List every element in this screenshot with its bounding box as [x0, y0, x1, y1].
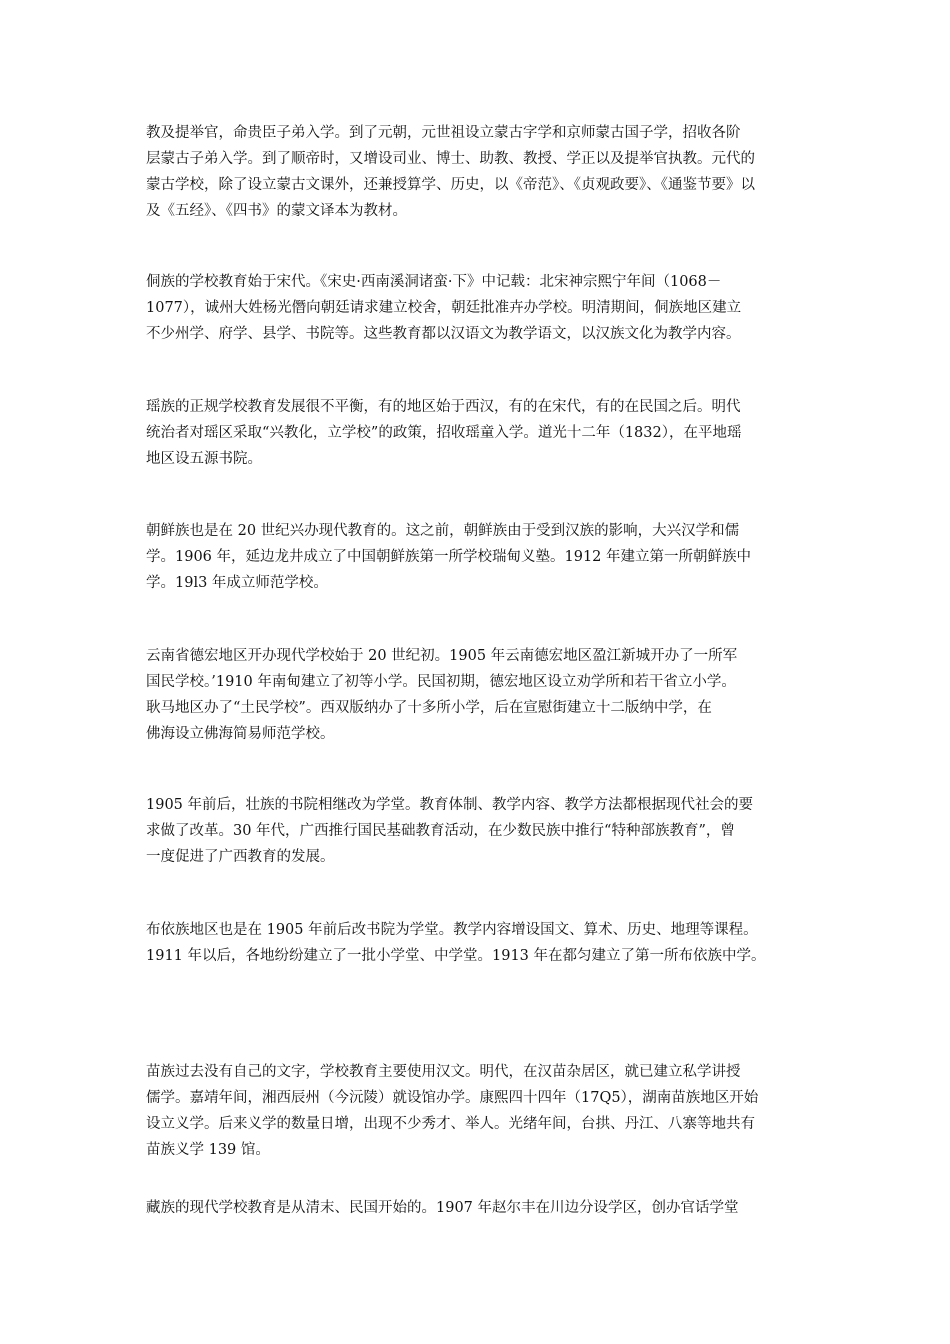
paragraph-bouyei-schools	[146, 917, 822, 969]
text-line: 耿马地区办了“土民学校”。西双版纳办了十多所小学，后在宣慰街建立十二版纳中学，在	[146, 700, 712, 716]
text-line: 侗族的学校教育始于宋代。《宋史·西南溪洞诸蛮·下》中记载：北宋神宗熙宁年间（1068－	[146, 274, 722, 290]
paragraph-dehong-schools	[146, 643, 822, 747]
text-line: 及《五经》、《四书》的蒙文译本为教材。	[146, 203, 407, 219]
text-line: 佛海设立佛海简易师范学校。	[146, 726, 335, 742]
text-line: 苗族义学 139 馆。	[146, 1142, 270, 1158]
text-line: 求做了改革。30 年代，广西推行国民基础教育活动，在少数民族中推行“特种部族教育”，曾	[146, 823, 735, 839]
text-line: 藏族的现代学校教育是从清末、民国开始的。1907 年赵尔丰在川边分设学区，创办官话学堂	[146, 1200, 739, 1216]
paragraph-tibetan-schools	[146, 1195, 822, 1221]
paragraph-miao-schools	[146, 1059, 822, 1163]
text-line: 1911 年以后，各地纷纷建立了一批小学堂、中学堂。1913 年在都匀建立了第一所布依族中学。	[146, 948, 766, 964]
text-line: 国民学校。’1910 年南甸建立了初等小学。民国初期，德宏地区设立劝学所和若干省立小学。	[146, 674, 736, 690]
text-line: 1905 年前后，壮族的书院相继改为学堂。教育体制、教学内容、教学方法都根据现代社会的要	[146, 797, 754, 813]
text-line: 学。19l3 年成立师范学校。	[146, 575, 328, 591]
paragraph-yao-schools	[146, 394, 822, 472]
text-line: 瑶族的正规学校教育发展很不平衡，有的地区始于西汉，有的在宋代，有的在民国之后。明代	[146, 399, 741, 415]
paragraph-dong-schools	[146, 269, 822, 347]
text-line: 朝鲜族也是在 20 世纪兴办现代教育的。这之前，朝鲜族由于受到汉族的影响，大兴汉学和儒	[146, 523, 740, 539]
text-line: 学。1906 年，延边龙井成立了中国朝鲜族第一所学校瑞甸义塾。1912 年建立第一所朝鲜族中	[146, 549, 752, 565]
paragraph-zhuang-schools	[146, 792, 822, 870]
text-line: 统治者对瑶区采取“兴教化，立学校”的政策，招收瑶童入学。道光十二年（1832），在平地瑶	[146, 425, 742, 441]
paragraph-mongolian-schools	[146, 120, 822, 224]
paragraph-korean-schools	[146, 518, 822, 596]
text-line: 苗族过去没有自己的文字，学校教育主要使用汉文。明代，在汉苗杂居区，就已建立私学讲授	[146, 1064, 741, 1080]
text-line: 教及提举官，命贵臣子弟入学。到了元朝，元世祖设立蒙古字学和京师蒙古国子学，招收各阶	[146, 125, 741, 141]
text-line: 层蒙古子弟入学。到了顺帝时，又增设司业、博士、助教、教授、学正以及提举官执教。元代的	[146, 151, 755, 167]
text-line: 一度促进了广西教育的发展。	[146, 849, 335, 865]
text-line: 蒙古学校，除了设立蒙古文课外，还兼授算学、历史，以《帝范》、《贞观政要》、《通鉴节要》以	[146, 177, 755, 193]
text-line: 布依族地区也是在 1905 年前后改书院为学堂。教学内容增设国文、算术、历史、地理等课程。	[146, 922, 758, 938]
text-line: 云南省德宏地区开办现代学校始于 20 世纪初。1905 年云南德宏地区盈江新城开办了一所军	[146, 648, 738, 664]
text-line: 不少州学、府学、县学、书院等。这些教育都以汉语文为教学语文，以汉族文化为教学内容。	[146, 326, 741, 342]
text-line: 地区设五源书院。	[146, 451, 262, 467]
text-line: 儒学。嘉靖年间，湘西辰州（今沅陵）就设馆办学。康熙四十四年（17Q5），湖南苗族地区开始	[146, 1090, 759, 1106]
text-line: 1077），诚州大姓杨光僭向朝廷请求建立校舍，朝廷批准卉办学校。明清期间，侗族地区建立	[146, 300, 742, 316]
text-line: 设立义学。后来义学的数量日增，出现不少秀才、举人。光绪年间，台拱、丹江、八寨等地共有	[146, 1116, 755, 1132]
